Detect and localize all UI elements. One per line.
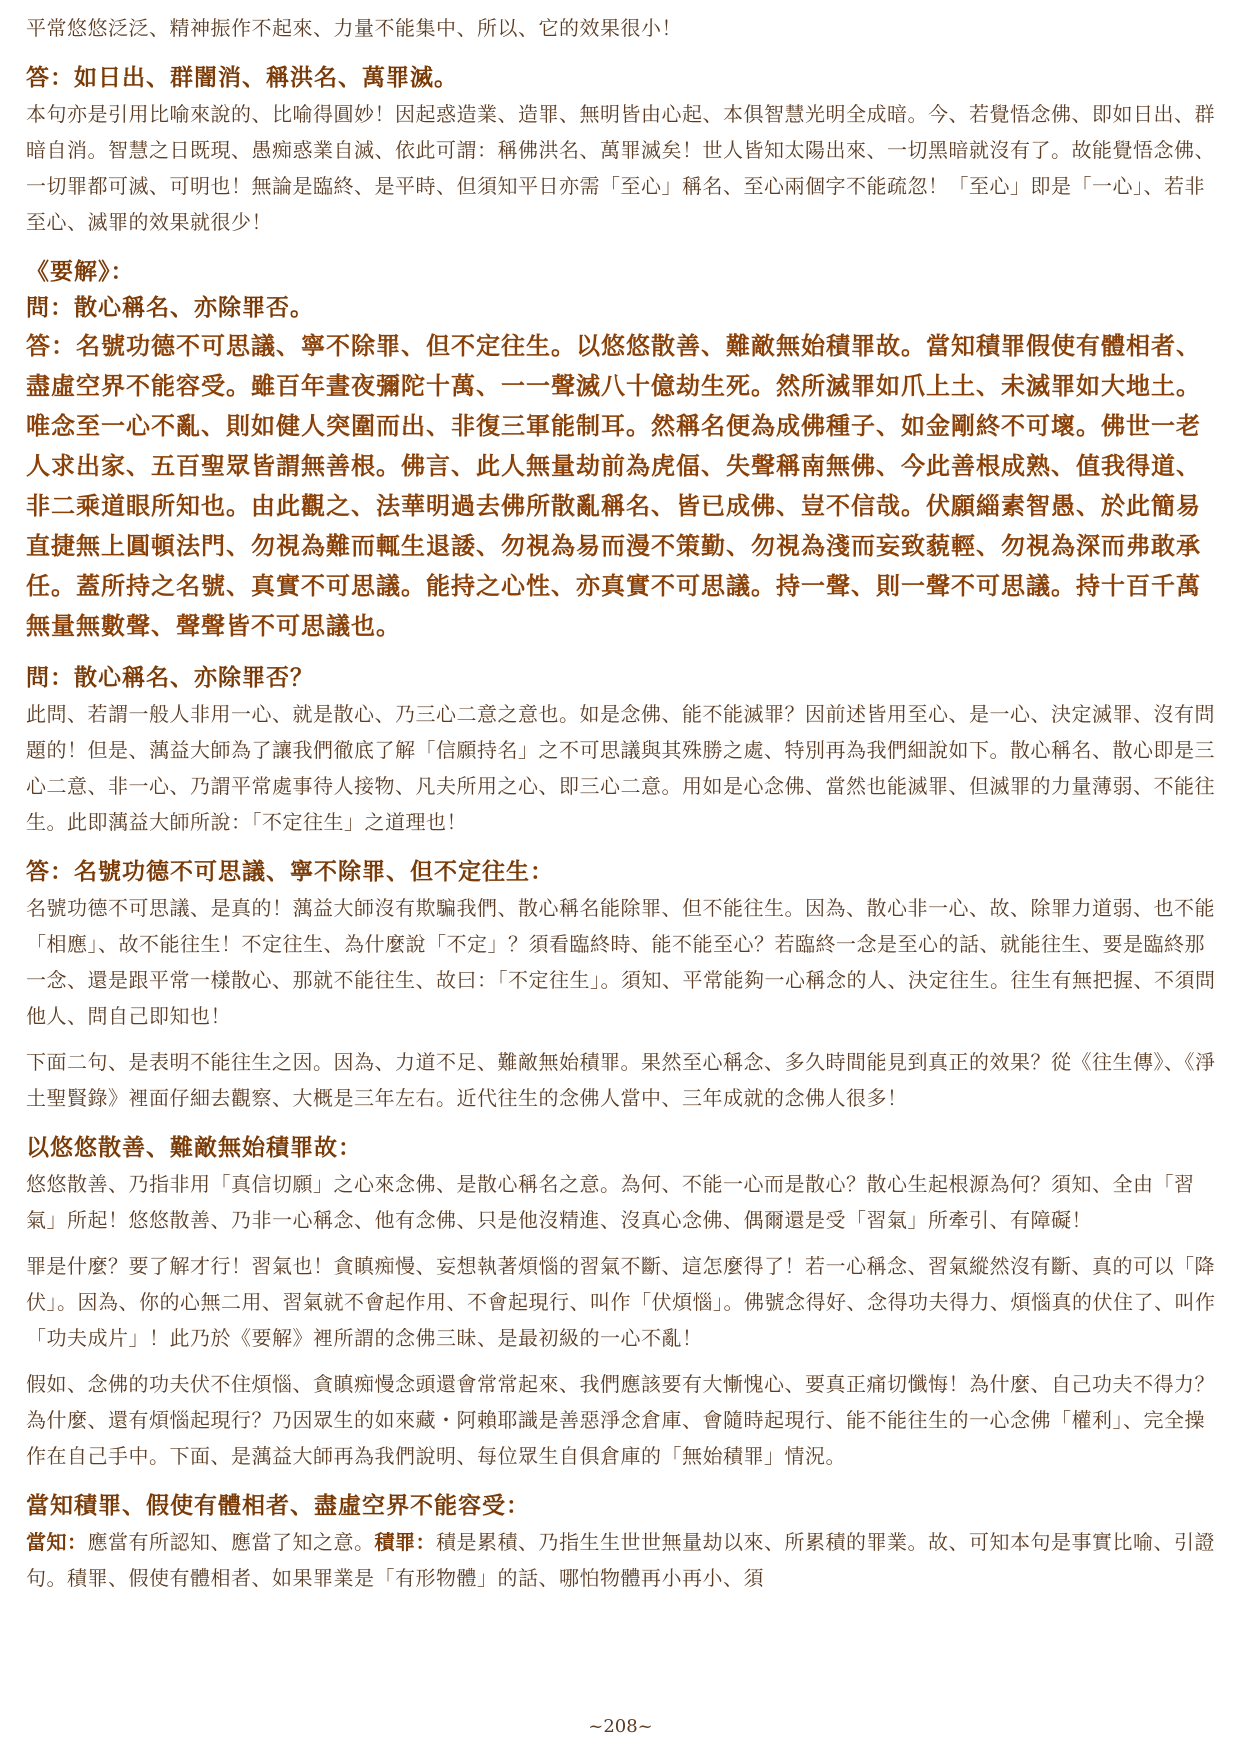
section-heading: 問：散心稱名、亦除罪否？ bbox=[26, 664, 314, 691]
section-body: 罪是什麼？要了解才行！習氣也！貪瞋痴慢、妄想執著煩惱的習氣不斷、這怎麼得了！若一心稱念、習氣縱然沒有斷、真的可以「降伏」。因為、你的心無二用、習氣就不會起作用、不會起現行、叫作「伏煩惱」。佛號念得好、念得功夫得力、煩惱真的伏住了、叫作「功夫成片」！此乃於《要解》裡所謂的念佛三昧、是最初級的一心不亂！ bbox=[26, 1254, 1216, 1350]
section-body bbox=[26, 1524, 1218, 1596]
term-text: 積是累積、乃指生生世世無量劫以來、所累積的罪業。故、可知本句是事實比喻、引證句。積罪、假使有體相者、如果罪業是「有形物體」的話、哪怕物體再小再小、須 bbox=[26, 1530, 1215, 1590]
commentary-label: 《要解》： bbox=[26, 258, 135, 285]
section-body: 假如、念佛的功夫伏不住煩惱、貪瞋痴慢念頭還會常常起來、我們應該要有大慚愧心、要真正痛切懺悔！為什麼、自己功夫不得力？為什麼、還有煩惱起現行？乃因眾生的如來藏・阿賴耶識是善惡淨念倉庫、會隨時起現行、能不能往生的一心念佛「權利」、完全操作在自己手中。下面、是蕅益大師再為我們說明、每位眾生自俱倉庫的「無始積罪」情況。 bbox=[26, 1372, 1215, 1468]
section-body: 本句亦是引用比喻來說的、比喻得圓妙！因起惑造業、造罪、無明皆由心起、本俱智慧光明全成暗。今、若覺悟念佛、即如日出、群暗自消。智慧之日既現、愚痴惑業自滅、依此可謂：稱佛洪名、萬罪滅矣！世人皆知太陽出來、一切黑暗就沒有了。故能覺悟念佛、一切罪都可滅、可明也！無論是臨終、是平時、但須知平日亦需「至心」稱名、至心兩個字不能疏忽！「至心」即是「一心」、若非至心、滅罪的效果就很少！ bbox=[26, 102, 1215, 234]
term-label: 當知： bbox=[26, 1530, 88, 1554]
section-body: 悠悠散善、乃指非用「真信切願」之心來念佛、是散心稱名之意。為何、不能一心而是散心？散心生起根源為何？須知、全由「習氣」所起！悠悠散善、乃非一心稱念、他有念佛、只是他沒精進、沒真心念佛、偶爾還是受「習氣」所牽引、有障礙！ bbox=[26, 1172, 1195, 1232]
commentary-question: 問：散心稱名、亦除罪否。 bbox=[26, 294, 314, 321]
intro-line: 平常悠悠泛泛、精神振作不起來、力量不能集中、所以、它的效果很小！ bbox=[26, 16, 682, 40]
section-body: 下面二句、是表明不能往生之因。因為、力道不足、難敵無始積罪。果然至心稱念、多久時間能見到真正的效果？從《往生傳》、《淨土聖賢錄》裡面仔細去觀察、大概是三年左右。近代往生的念佛人當中、三年成就的念佛人很多！ bbox=[26, 1050, 1216, 1110]
section-body: 名號功德不可思議、是真的！蕅益大師沒有欺騙我們、散心稱名能除罪、但不能往生。因為、散心非一心、故、除罪力道弱、也不能「相應」、故不能往生！不定往生、為什麼說「不定」？須看臨終時、能不能至心？若臨終一念是至心的話、就能往生、要是臨終那一念、還是跟平常一樣散心、那就不能往生、故曰：「不定往生」。須知、平常能夠一心稱念的人、決定往生。往生有無把握、不須問他人、問自己即知也！ bbox=[26, 896, 1216, 1028]
commentary-answer: 答：名號功德不可思議、寧不除罪、但不定往生。以悠悠散善、難敵無始積罪故。當知積罪假使有體相者、盡虛空界不能容受。雖百年晝夜彌陀十萬、一一聲滅八十億劫生死。然所滅罪如爪上土、未滅罪如大地土。唯念至一心不亂、則如健人突圍而出、非復三軍能制耳。然稱名便為成佛種子、如金剛終不可壞。佛世一老人求出家、五百聖眾皆謂無善根。佛言、此人無量劫前為虎偪、失聲稱南無佛、今此善根成熟、值我得道、非二乘道眼所知也。由此觀之、法華明過去佛所散亂稱名、皆已成佛、豈不信哉。伏願緇素智愚、於此簡易直捷無上圓頓法門、勿視為難而輒生退諉、勿視為易而漫不策勤、勿視為淺而妄致藐輕、勿視為深而弗敢承任。蓋所持之名號、真實不可思議。能持之心性、亦真實不可思議。持一聲、則一聲不可思議。持十百千萬無量無數聲、聲聲皆不可思議也。 bbox=[26, 331, 1201, 640]
section-heading: 當知積罪、假使有體相者、盡虛空界不能容受： bbox=[26, 1492, 530, 1519]
document-page bbox=[26, 10, 1218, 1596]
section-heading: 答：如日出、群闇消、稱洪名、萬罪滅。 bbox=[26, 64, 458, 91]
section-body: 此問、若謂一般人非用一心、就是散心、乃三心二意之意也。如是念佛、能不能滅罪？因前述皆用至心、是一心、決定滅罪、沒有問題的！但是、蕅益大師為了讓我們徹底了解「信願持名」之不可思議與其殊勝之處、特別再為我們細說如下。散心稱名、散心即是三心二意、非一心、乃謂平常處事待人接物、凡夫所用之心、即三心二意。用如是心念佛、當然也能滅罪、但滅罪的力量薄弱、不能往生。此即蕅益大師所說：「不定往生」之道理也！ bbox=[26, 702, 1215, 834]
page-number: ~208~ bbox=[588, 1716, 653, 1737]
section-heading: 答：名號功德不可思議、寧不除罪、但不定往生： bbox=[26, 858, 554, 885]
section-heading: 以悠悠散善、難敵無始積罪故： bbox=[26, 1134, 362, 1161]
term-label: 積罪： bbox=[374, 1530, 436, 1554]
term-text: 應當有所認知、應當了知之意。 bbox=[87, 1530, 375, 1554]
